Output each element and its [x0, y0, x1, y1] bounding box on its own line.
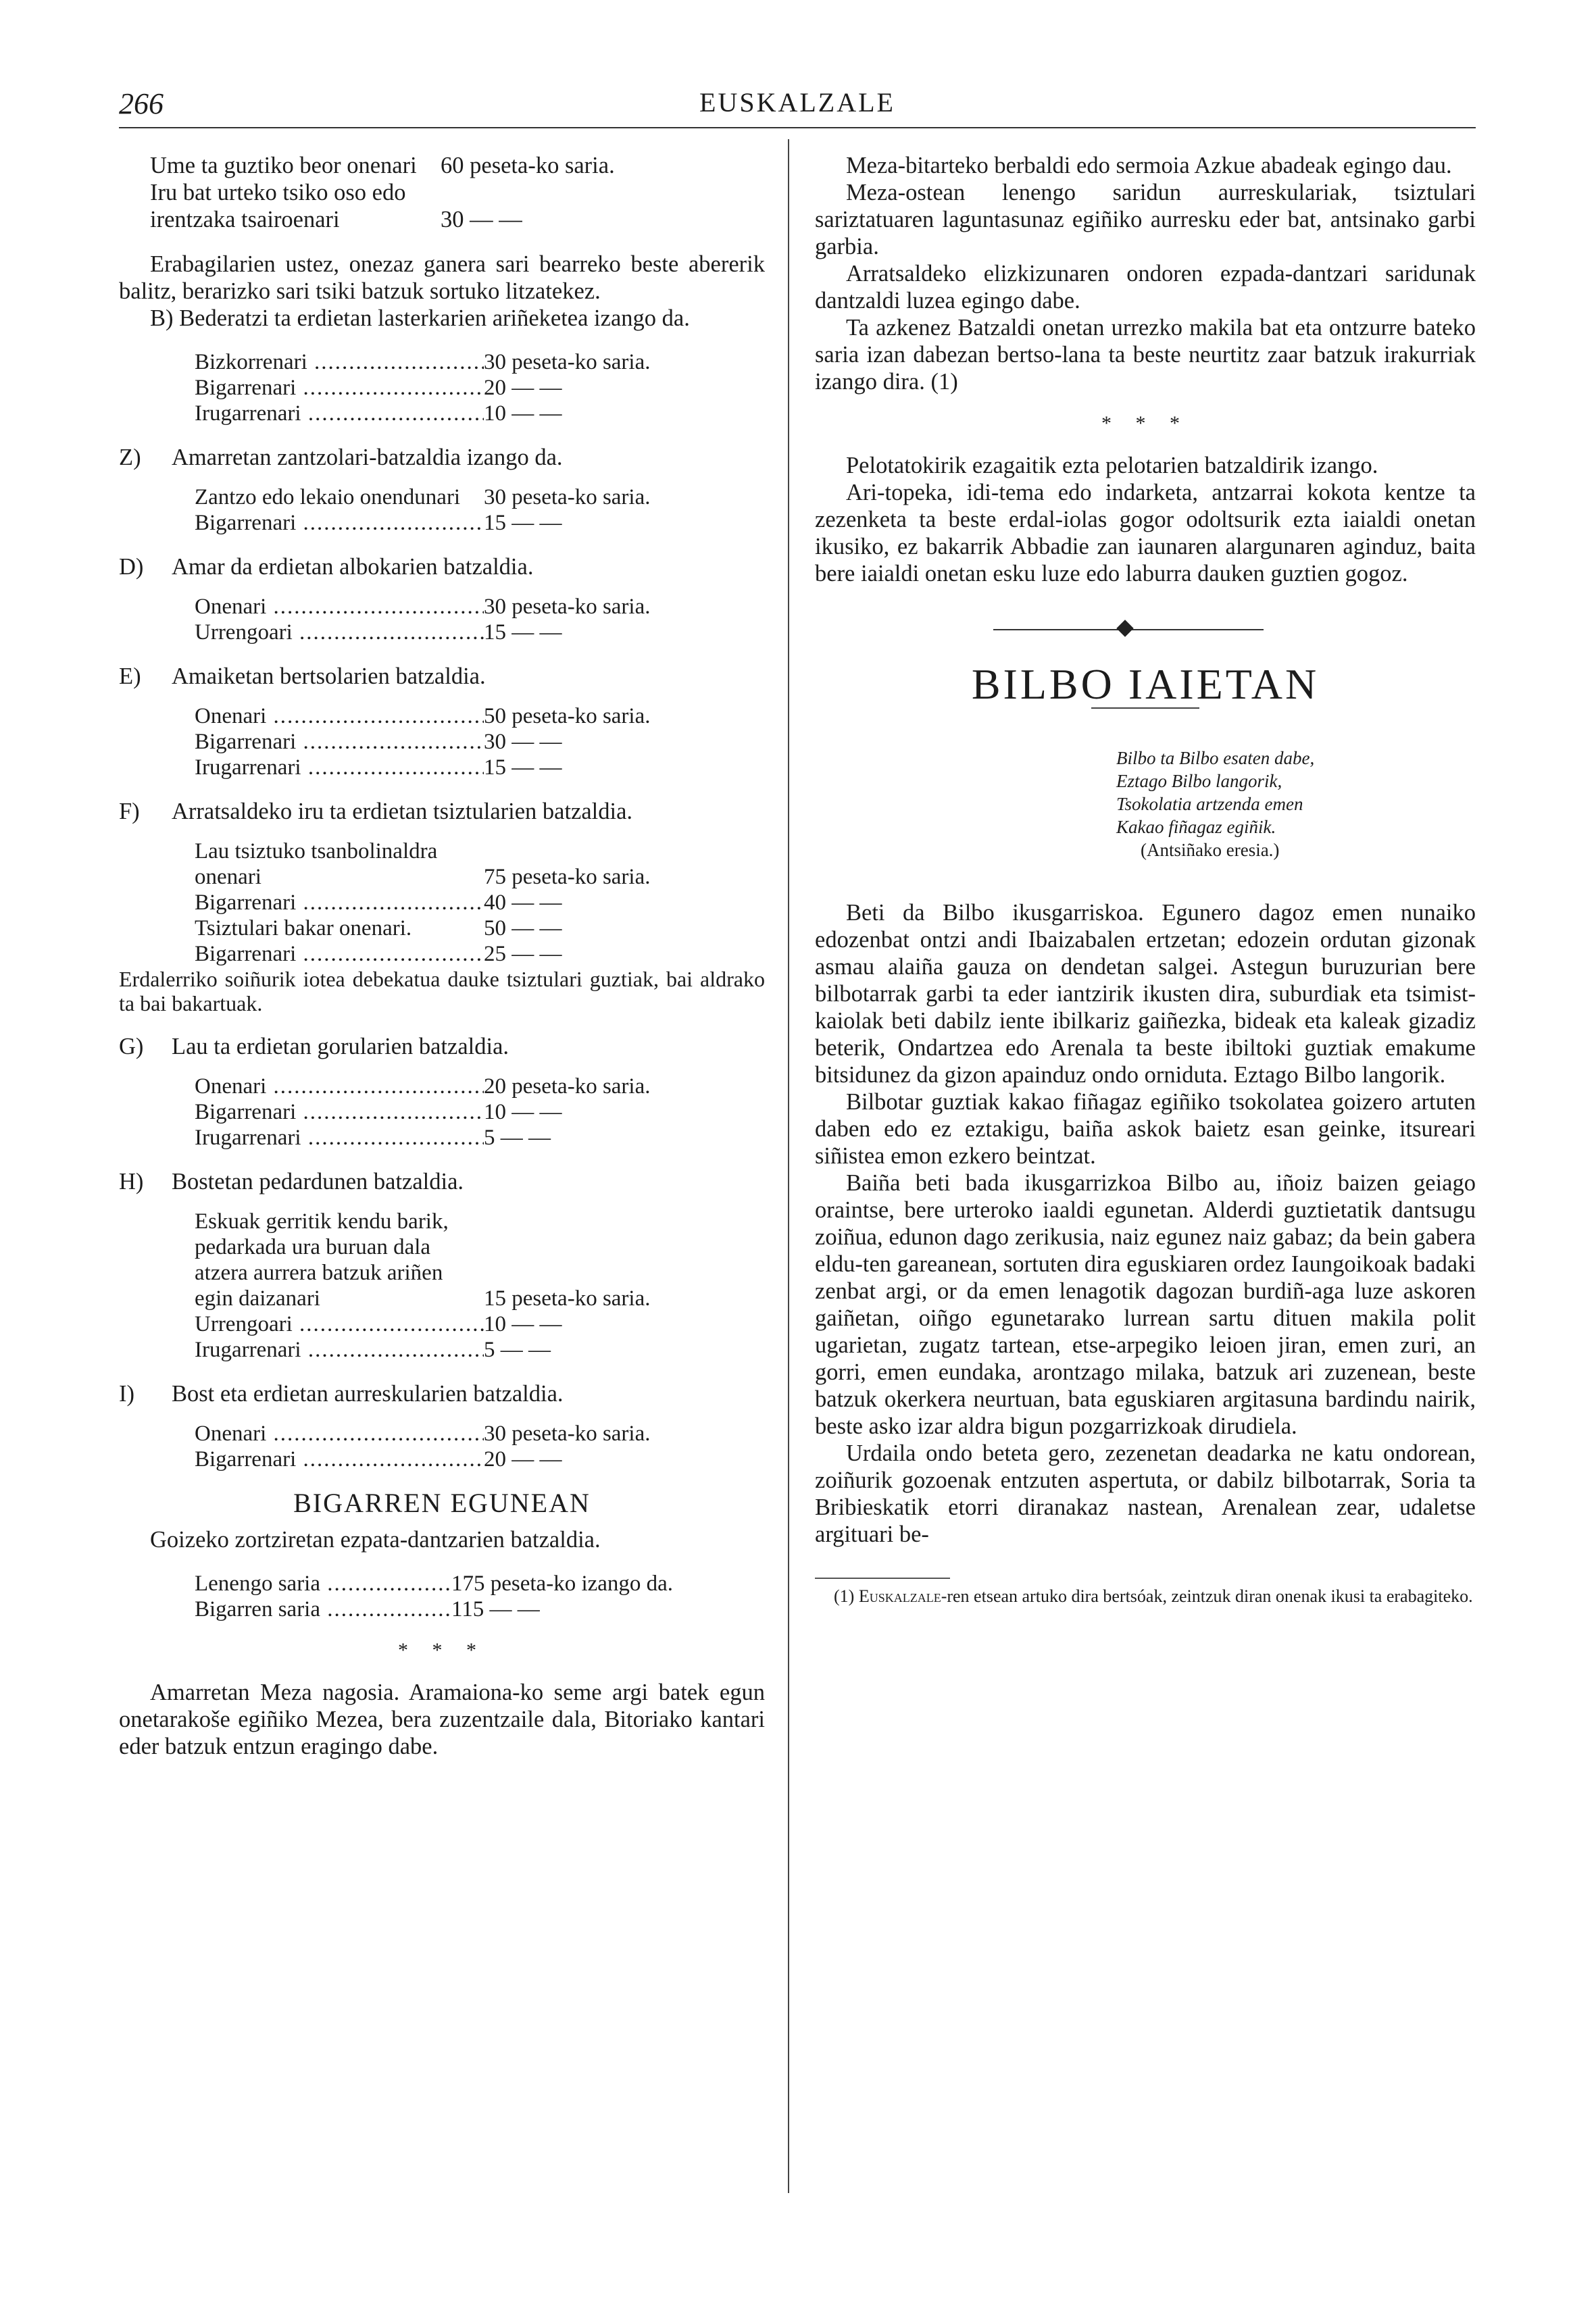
table-cell-label: Irugarrenari: [195, 1126, 301, 1150]
epigraph-source: (Antsiñako eresia.): [1141, 840, 1280, 860]
table-cell-label: Bigarrenari: [195, 1100, 297, 1124]
paragraph: Goizeko zortziretan ezpata-dantzarien batzaldia.: [150, 1527, 601, 1553]
page-number: 266: [119, 87, 164, 120]
epigraph-line: Bilbo ta Bilbo esaten dabe,: [1116, 748, 1315, 768]
table-row: [195, 915, 765, 941]
column-divider: [788, 139, 789, 2193]
table-cell-value: 15 — —: [484, 755, 562, 780]
footnote-rule: [815, 1578, 950, 1579]
left-column: [119, 152, 765, 1760]
table-cell-value: 5 — —: [484, 1126, 551, 1150]
table-cell-value: 30 peseta-ko saria.: [484, 1422, 651, 1446]
table-cell-label: Bizkorrenari: [195, 350, 307, 374]
epigraph-line: Tsokolatia artzenda emen: [1116, 794, 1303, 814]
prize-label: Ume ta guztiko beor onenari: [150, 153, 417, 178]
table-row: [195, 510, 765, 536]
table-row: [195, 1209, 765, 1311]
table-cell-label: Lau tsiztuko tsanbolinaldra onenari: [195, 839, 438, 889]
section-heading: I) Bost eta erdietan aurreskularien batzaldia.: [119, 1381, 564, 1407]
table-cell-label: Bigarrenari: [195, 942, 297, 966]
table-cell-value: 20 — —: [484, 1447, 562, 1472]
table-cell-label: Bigarrenari: [195, 730, 297, 754]
table-cell-value: 30 peseta-ko saria.: [484, 595, 651, 619]
second-day-heading: BIGARREN EGUNEAN: [293, 1488, 591, 1518]
page-header: [119, 86, 1476, 130]
table-row: [195, 838, 765, 890]
paragraph: B) Bederatzi ta erdietan lasterkarien ariñeketea izango da.: [150, 305, 690, 331]
table-cell-value: 10 — —: [484, 1312, 562, 1336]
section-separator: * * *: [398, 1639, 486, 1661]
prize-table-g: [195, 1074, 765, 1151]
table-row: [195, 1596, 765, 1622]
table-cell-label: Onenari: [195, 1074, 267, 1099]
table-cell-value: 30 peseta-ko saria.: [484, 350, 651, 374]
table-cell-label: Lenengo saria: [195, 1571, 320, 1596]
right-column: [815, 152, 1476, 1607]
paragraph: Ta azkenez Batzaldi onetan urrezko makila bat eta ontzurre bateko saria izan dabezan bertso-lana ta beste neurtitz zaar batzuk irakurriak izango dira. (1): [815, 315, 1476, 395]
table-row: [195, 1074, 765, 1099]
table-row: [195, 1421, 765, 1447]
table-cell-label: Bigarrenari: [195, 1447, 297, 1472]
table-cell-label: Urrengoari: [195, 1312, 293, 1336]
table-row: [195, 703, 765, 729]
prize-value: 30 — —: [441, 207, 522, 232]
table-row: [195, 594, 765, 620]
paragraph: Arratsaldeko elizkizunaren ondoren ezpada-dantzari saridunak dantzaldi luzea egingo dabe.: [815, 261, 1476, 313]
table-cell-value: 20 — —: [484, 376, 562, 400]
footnote: [815, 1586, 1476, 1607]
table-cell-value: 115 — —: [451, 1597, 540, 1621]
header-rule: [119, 127, 1476, 128]
footnote-marker: (1): [834, 1586, 855, 1606]
table-cell-value: 5 — —: [484, 1338, 551, 1362]
table-row: [195, 1571, 765, 1596]
paragraph: Urdaila ondo beteta gero, zezenetan deadarka ne katu ondorean, zoiñurik gozoenak entzuten aspertuta, or dabilz bilbotarrak, Soria ta Bribieskatik etorri diranakaz nastean, Arenalean zear, udaletse argituari be-: [815, 1440, 1476, 1547]
table-cell-label: Bigarrenari: [195, 890, 297, 915]
table-cell-label: Onenari: [195, 595, 267, 619]
paragraph: Baiña beti bada ikusgarrizkoa Bilbo au, iñoiz baizen geiago oraintse, bere urteroko iaaldi egunetan. Alderdi guztietatik dantsugu zoiñua, edunon dago zerikusia, naiz egunez naiz gabaz; da bein gabera eldu-ten gareanean, sortuten dira eguskiaren ordez Iaungoikoak badaki zenbat argi, or da emen lenagotik dagozan burdiñ-aga luze askoren gaiñetan, oiñgo egunetarako lurrean sartu dituen makila polit ugarietan, zugatz tartean, etse-arpegiko leioen jiran, emen zuri, an gorri, emen eundaka, arontzago milaka, batzuk ari zuzenean, beste batzuk okerkera neurtuan, bata eguskiaren argitasuna bardindu nairik, beste asko izar aldra bigun pozgarrizkoak dirudiela.: [815, 1170, 1476, 1439]
table-cell-label: Onenari: [195, 1422, 267, 1446]
table-cell-label: Bigarrenari: [195, 376, 297, 400]
section-heading: Z) Amarretan zantzolari-batzaldia izango da.: [119, 445, 563, 470]
table-cell-label: Irugarrenari: [195, 401, 301, 426]
table-cell-label: Irugarrenari: [195, 755, 301, 780]
table-cell-label: Bigarren saria: [195, 1597, 320, 1621]
table-row: [195, 484, 765, 510]
table-cell-value: 75 peseta-ko saria.: [484, 865, 651, 889]
paragraph: Erabagilarien ustez, onezaz ganera sari bearreko beste abererik balitz, berarizko sari tsiki batzuk sortuko litzatekez.: [119, 251, 765, 304]
epigraph: [1116, 747, 1476, 861]
table-cell-label: Zantzo edo lekaio onendunari: [195, 485, 461, 509]
table-row: [195, 1311, 765, 1337]
prize-table-morning: [195, 1571, 765, 1622]
table-cell-label: Tsiztulari bakar onenari.: [195, 916, 412, 940]
prize-value: 60 peseta-ko saria.: [441, 153, 615, 178]
paragraph: Bilbotar guztiak kakao fiñagaz egiñiko tsokolatea goizero artuten daben edo ez eztakigu, baiña askok baietz esan geinke, itsureari siñistea emon ezkero beintzat.: [815, 1089, 1476, 1169]
paragraph: Pelotatokirik ezagaitik ezta pelotarien batzaldirik izango.: [846, 453, 1378, 478]
section-heading: F) Arratsaldeko iru ta erdietan tsiztularien batzaldia.: [119, 799, 633, 824]
table-row: [195, 401, 765, 426]
table-cell-value: 10 — —: [484, 401, 562, 426]
section-heading: D) Amar da erdietan albokarien batzaldia.: [119, 554, 534, 580]
prize-young-horse: [150, 179, 637, 233]
table-row: [195, 1099, 765, 1125]
section-heading: E) Amaiketan bertsolarien batzaldia.: [119, 663, 486, 689]
table-cell-value: 15 peseta-ko saria.: [484, 1286, 651, 1311]
paragraph: Ari-topeka, idi-tema edo indarketa, antzarrai kokota kentze ta zezenketa ta beste erdal-iolas gogor odoltsurik ezta iaialdi onetan ikusiko, ez bakarrik Abbadie zan iaunaren alargunaren aginduz, baita bere iaialdi onetan esku luze edo laburra dauken guztien gogoz.: [815, 480, 1476, 586]
paragraph: Beti da Bilbo ikusgarriskoa. Egunero dagoz emen nunaiko edozenbat ontzi andi Ibaizabalen ertzetan; edozein ordutan gizonak asmau alaiña gauza on dendetan salgei. Astegun buruzurian bere bilbotarrak garbi ta eder iantzirik ikusten dira, suburdiak eta tsimist-kaiolak beti dabilz iente ibilkariz gaiñezka, bideak eta kaleak gizadiz beterik, Ondartzea edo Arenala ta beste ibiltoki guztiak emakume bitsidunez da gizon apainduz ondo orniduta. Eztago Bilbo langorik.: [815, 900, 1476, 1088]
table-cell-label: Urrengoari: [195, 620, 293, 645]
prize-table-d: [195, 594, 765, 645]
footnote-org: Euskalzale: [858, 1586, 941, 1606]
table-cell-label: Onenari: [195, 704, 267, 728]
table-cell-label: Bigarrenari: [195, 511, 297, 535]
prize-table-e: [195, 703, 765, 780]
prize-table-f: [195, 838, 765, 967]
running-title: EUSKALZALE: [699, 87, 895, 118]
paragraph: Amarretan Meza nagosia. Aramaiona-ko seme argi batek egun onetarakoše egiñiko Mezea, bera zuzentzaile dala, Bitoriako kantari eder batzuk entzun eragingo dabe.: [119, 1680, 765, 1759]
table-row: [195, 755, 765, 780]
article-title: BILBO IAIETAN: [971, 660, 1320, 708]
table-row: [195, 349, 765, 375]
section-heading: H) Bostetan pedardunen batzaldia.: [119, 1169, 464, 1194]
table-row: [195, 1125, 765, 1151]
table-row: [195, 375, 765, 401]
paragraph: Meza-bitarteko berbaldi edo sermoia Azkue abadeak egingo dau.: [846, 153, 1452, 178]
table-cell-value: 15 — —: [484, 511, 562, 535]
table-cell-value: 30 — —: [484, 730, 562, 754]
table-cell-value: 15 — —: [484, 620, 562, 645]
table-cell-label: Irugarrenari: [195, 1338, 301, 1362]
section-heading: G) Lau ta erdietan gorularien batzaldia.: [119, 1034, 509, 1059]
table-row: [195, 890, 765, 915]
ornament-divider: [815, 613, 1476, 647]
table-cell-value: 30 peseta-ko saria.: [484, 485, 651, 509]
prize-table-i: [195, 1421, 765, 1472]
paragraph: Meza-ostean lenengo saridun aurreskulariak, tsiztulari sariztatuaren laguntasunaz egiñiko aurresku eder bat, antsinako garbi garbia.: [815, 180, 1476, 259]
table-cell-value: 50 — —: [484, 916, 562, 940]
table-cell-value: 10 — —: [484, 1100, 562, 1124]
epigraph-line: Eztago Bilbo langorik,: [1116, 771, 1282, 791]
note-paragraph: Erdalerriko soiñurik iotea debekatua dauke tsiztulari guztiak, bai aldrako ta bai bakartuak.: [119, 967, 765, 1015]
prize-table-h: [195, 1209, 765, 1363]
table-row: [195, 729, 765, 755]
prize-old-horse: [150, 152, 637, 179]
table-cell-value: 25 — —: [484, 942, 562, 966]
table-cell-label: Eskuak gerritik kendu barik, pedarkada ura buruan dala atzera aurrera batzuk ariñen egin daizanari: [195, 1209, 449, 1311]
prize-label: Iru bat urteko tsiko oso edo irentzaka tsairoenari: [150, 180, 406, 232]
table-cell-value: 175 peseta-ko izango da.: [451, 1571, 674, 1596]
table-cell-value: 40 — —: [484, 890, 562, 915]
table-row: [195, 941, 765, 967]
diamond-icon: [1116, 620, 1133, 636]
section-separator: * * *: [1101, 412, 1189, 434]
epigraph-line: Kakao fiñagaz egiñik.: [1116, 817, 1276, 837]
prize-table-z: [195, 484, 765, 536]
prize-table-b: [195, 349, 765, 426]
table-cell-value: 20 peseta-ko saria.: [484, 1074, 651, 1099]
table-row: [195, 1337, 765, 1363]
footnote-text: -ren etsean artuko dira bertsóak, zeintzuk diran onenak ikusi ta erabagiteko.: [941, 1586, 1473, 1606]
table-cell-value: 50 peseta-ko saria.: [484, 704, 651, 728]
table-row: [195, 620, 765, 645]
table-row: [195, 1447, 765, 1472]
